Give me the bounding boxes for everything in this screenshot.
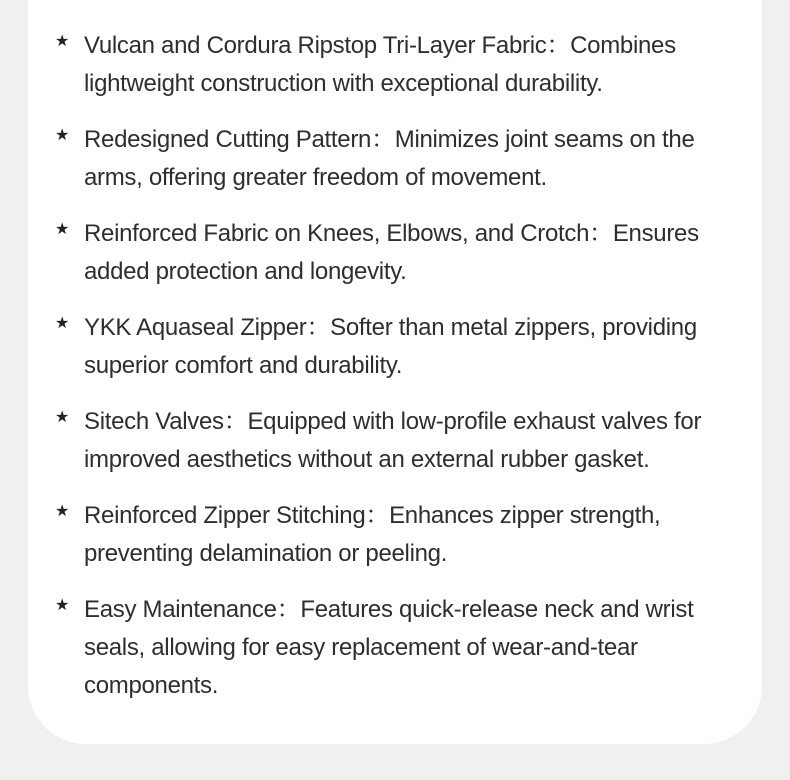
star-icon: ★ <box>55 221 70 238</box>
star-icon: ★ <box>55 315 70 332</box>
feature-description: Combines lightweight construction with exceptional durability. <box>84 32 676 97</box>
star-icon: ★ <box>55 597 70 614</box>
feature-description: Enhances zipper strength, preventing delamination or peeling. <box>84 502 661 567</box>
feature-title: Reinforced Fabric on Knees, Elbows, and Crotch <box>84 220 590 247</box>
feature-description: Minimizes joint seams on the arms, offering greater freedom of movement. <box>84 126 695 191</box>
feature-item <box>0 121 790 197</box>
feature-item <box>0 497 790 573</box>
feature-description: Softer than metal zippers, providing superior comfort and durability. <box>84 314 697 379</box>
feature-item <box>0 309 790 385</box>
star-icon: ★ <box>55 503 70 520</box>
feature-item <box>0 27 790 103</box>
feature-separator: ： <box>371 126 395 153</box>
feature-item <box>0 403 790 479</box>
star-icon: ★ <box>55 409 70 426</box>
feature-separator: ： <box>589 220 613 247</box>
feature-title: Reinforced Zipper Stitching <box>84 502 366 529</box>
feature-separator: ： <box>546 32 571 59</box>
feature-description: Equipped with low-profile exhaust valves for improved aesthetics without an external rubber gasket. <box>84 408 702 473</box>
feature-separator: ： <box>223 408 248 435</box>
feature-item <box>0 215 790 291</box>
feature-description: Features quick-release neck and wrist seals, allowing for easy replacement of wear-and-tear components. <box>84 596 694 699</box>
feature-separator: ： <box>365 502 390 529</box>
star-icon: ★ <box>55 127 70 144</box>
feature-description: Ensures added protection and longevity. <box>84 220 699 285</box>
feature-title: Sitech Valves <box>84 408 224 435</box>
feature-title: Easy Maintenance <box>84 596 277 623</box>
feature-title: Vulcan and Cordura Ripstop Tri-Layer Fabric <box>84 32 547 59</box>
feature-title: Redesigned Cutting Pattern <box>84 126 372 153</box>
feature-title: YKK Aquaseal Zipper <box>84 314 307 341</box>
feature-item <box>0 591 790 705</box>
feature-list <box>0 27 790 723</box>
feature-separator: ： <box>276 596 301 623</box>
feature-separator: ： <box>306 314 331 341</box>
star-icon: ★ <box>55 33 70 50</box>
